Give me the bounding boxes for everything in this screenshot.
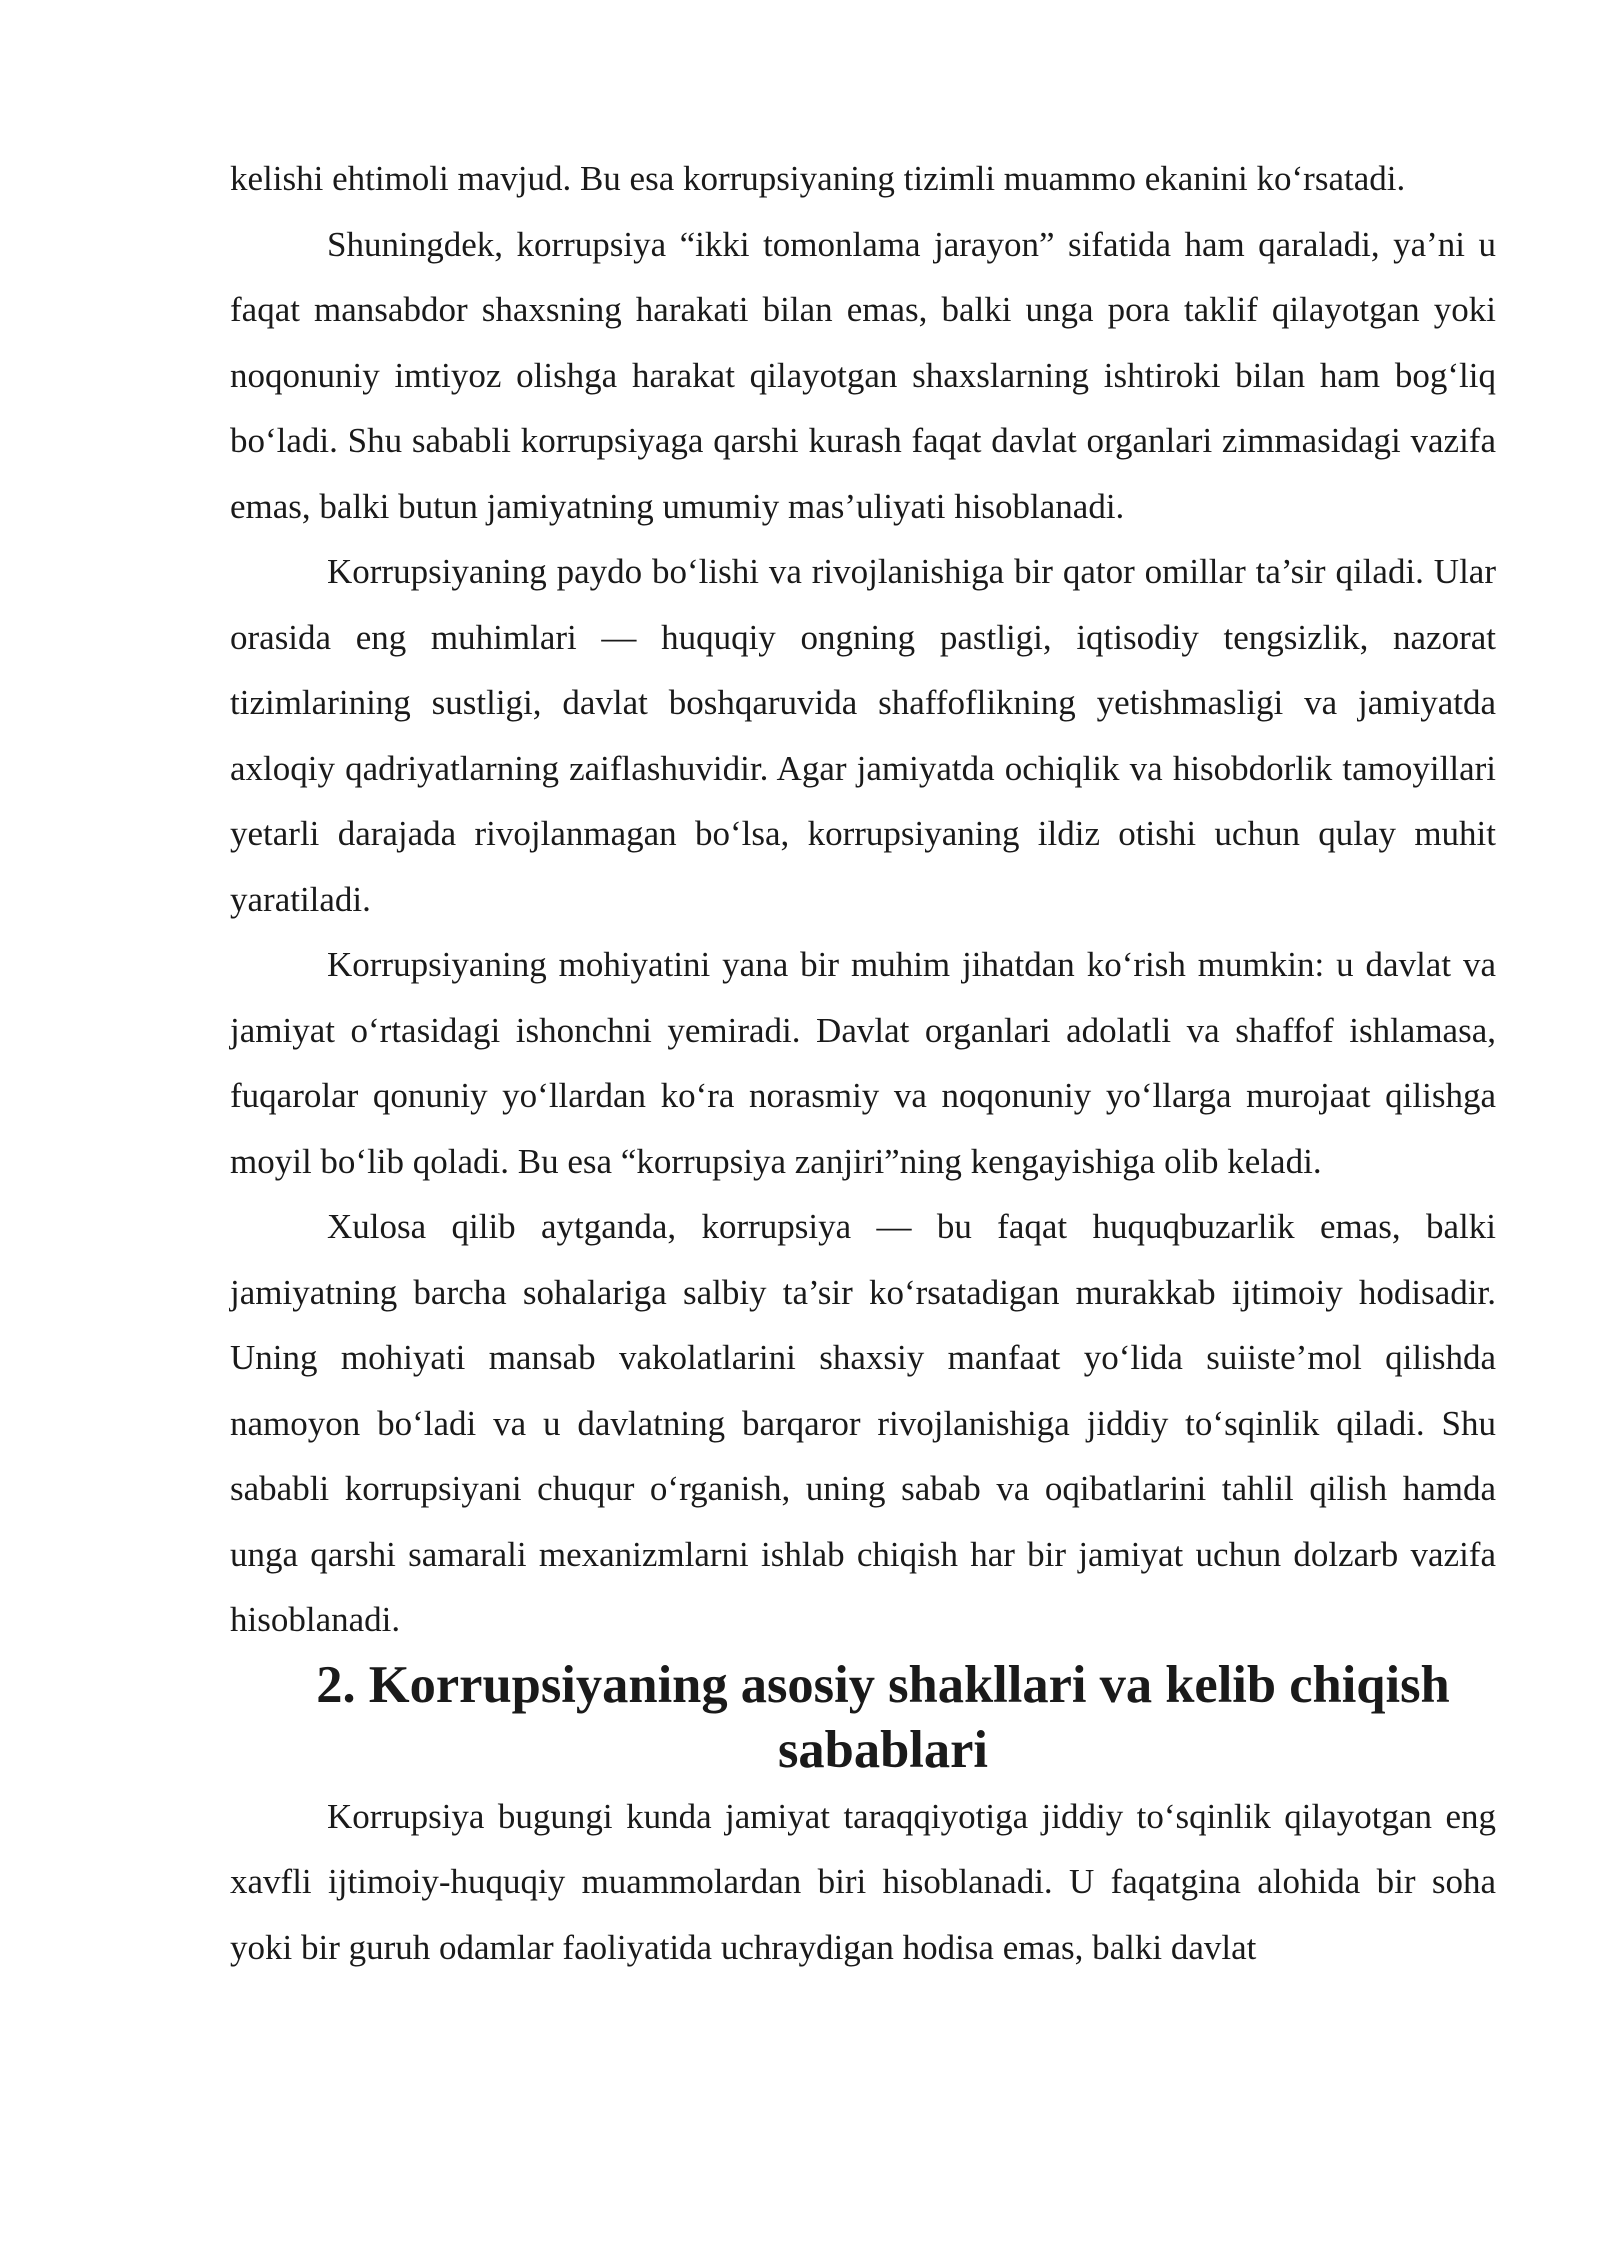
document-page [230, 146, 1496, 1980]
paragraph-continuation: kelishi ehtimoli mavjud. Bu esa korrupsiyaning tizimli muammo ekanini ko‘rsatadi. [230, 159, 1406, 198]
paragraph-trust: Korrupsiyaning mohiyatini yana bir muhim jihatdan ko‘rish mumkin: u davlat va jamiyat o‘rtasidagi ishonchni yemiradi. Davlat organlari adolatli va shaffof ishlamasa, fuqarolar qonuniy yo‘llardan ko‘ra norasmiy va noqonuniy yo‘llarga murojaat qilishga moyil bo‘lib qoladi. Bu esa “korrupsiya zanjiri”ning kengayishiga olib keladi. [230, 945, 1496, 1181]
paragraph-conclusion: Xulosa qilib aytganda, korrupsiya — bu faqat huquqbuzarlik emas, balki jamiyatning barcha sohalariga salbiy ta’sir ko‘rsatadigan murakkab ijtimoiy hodisadir. Uning mohiyati mansab vakolatlarini shaxsiy manfaat yo‘lida suiiste’mol qilishda namoyon bo‘ladi va u davlatning barqaror rivojlanishiga jiddiy to‘sqinlik qiladi. Shu sababli korrupsiyani chuqur o‘rganish, uning sabab va oqibatlarini tahlil qilish hamda unga qarshi samarali mexanizmlarni ishlab chiqish har bir jamiyat uchun dolzarb vazifa hisoblanadi. [230, 1207, 1496, 1639]
paragraph-two-sided-process: Shuningdek, korrupsiya “ikki tomonlama jarayon” sifatida ham qaraladi, ya’ni u faqat mansabdor shaxsning harakati bilan emas, balki unga pora taklif qilayotgan yoki noqonuniy imtiyoz olishga harakat qilayotgan shaxslarning ishtiroki bilan ham bog‘liq bo‘ladi. Shu sababli korrupsiyaga qarshi kurash faqat davlat organlari zimmasidagi vazifa emas, balki butun jamiyatning umumiy mas’uliyati hisoblanadi. [230, 224, 1496, 526]
paragraph-causes: Korrupsiyaning paydo bo‘lishi va rivojlanishiga bir qator omillar ta’sir qiladi. Ular orasida eng muhimlari — huquqiy ongning pastligi, iqtisodiy tengsizlik, nazorat tizimlarining sustligi, davlat boshqaruvida shaffoflikning yetishmasligi va jamiyatda axloqiy qadriyatlarning zaiflashuvidir. Agar jamiyatda ochiqlik va hisobdorlik tamoyillari yetarli darajada rivojlanmagan bo‘lsa, korrupsiyaning ildiz otishi uchun qulay muhit yaratiladi. [230, 552, 1496, 919]
paragraph-section-intro: Korrupsiya bugungi kunda jamiyat taraqqiyotiga jiddiy to‘sqinlik qilayotgan eng xavfli ijtimoiy-huquqiy muammolardan biri hisoblanadi. U faqatgina alohida bir soha yoki bir guruh odamlar faoliyatida uchraydigan hodisa emas, balki davlat [230, 1796, 1496, 1967]
section-heading: 2. Korrupsiyaning asosiy shakllari va kelib chiqish sabablari [316, 1655, 1450, 1779]
